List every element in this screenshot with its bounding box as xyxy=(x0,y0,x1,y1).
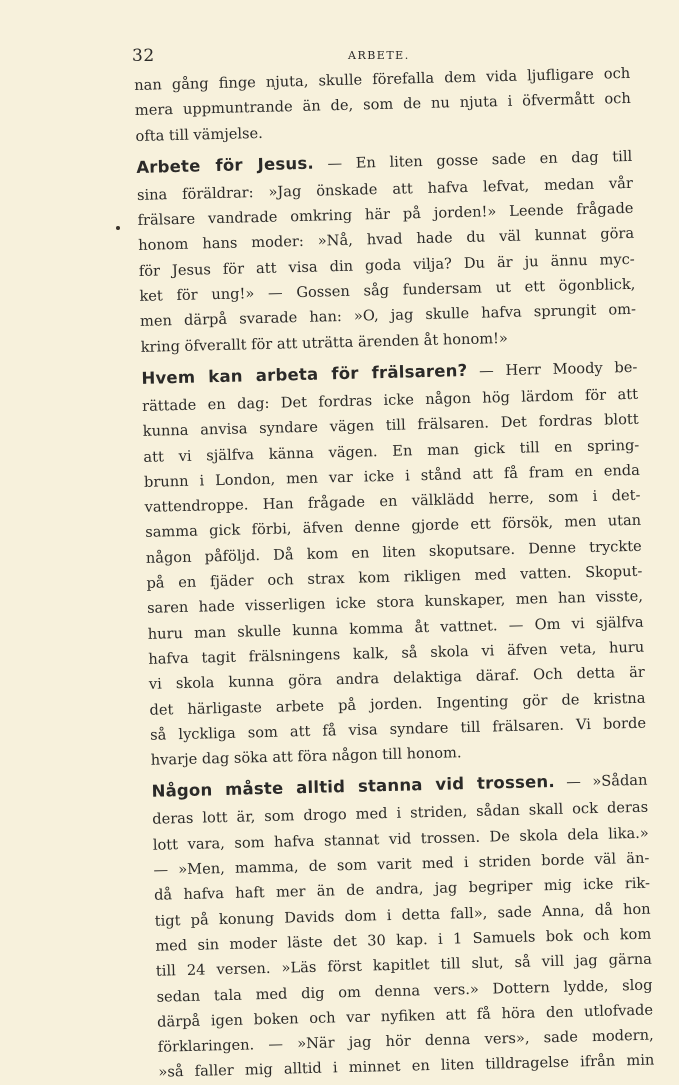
text-line: kring öfverallt för att uträtta ärenden åt honom!» xyxy=(140,329,509,356)
text-line: därpå igen boken och var nyfiken att få höra den utlofvade xyxy=(156,1001,654,1031)
text-line: hafva tagit frälsningens kalk, så skola vi äfven veta, huru xyxy=(148,638,645,668)
text-line: rättade en dag: Det fordras icke någon hög lärdom för att xyxy=(141,385,639,415)
section-heading-line: Arbete för Jesus. — En liten gosse sade en dag till xyxy=(136,147,633,177)
section-heading-line: Någon måste alltid stanna vid trossen. — »Sådan xyxy=(151,772,648,802)
section-heading: Någon måste alltid stanna vid trossen. xyxy=(151,772,556,802)
text-line: på en fjäder och strax kom rikligen med vatten. Skoput- xyxy=(146,562,643,592)
text-line: då hafva haft mer än de andra, jag begriper mig icke rik- xyxy=(153,874,651,905)
text-line: tigt på konung Davids dom i detta fall», sade Anna, då hon xyxy=(154,900,651,930)
text-line: sedan tala med dig om denna vers.» Dottern lydde, slog xyxy=(156,976,653,1006)
margin-mark xyxy=(116,226,120,230)
text-line: vattendroppe. Han frågade en välklädd herre, som i det- xyxy=(144,486,641,517)
text-line: för Jesus för att visa din goda vilja? Du är ju ännu myc- xyxy=(138,250,635,280)
text-line: saren hade visserligen icke stora kunskaper, men han visste, xyxy=(146,588,644,618)
text-line: ket för ung!» — Gossen såg fundersam ut ett ögonblick, xyxy=(139,275,636,306)
text-line: frälsare vandrade omkring här på jorden!» Leende frågade xyxy=(137,200,634,230)
text-line: — »Men, mamma, de som varit med i striden borde väl än- xyxy=(153,849,650,879)
text-line: honom hans moder: »Nå, hvad hade du väl kunnat göra xyxy=(138,225,635,255)
text-line: kunna anvisa syndare vägen till frälsaren. Det fordras blott xyxy=(142,411,639,441)
text-line: deras lott är, som drogo med i striden, sådan skall ock deras xyxy=(152,799,649,829)
text-line: samma gick förbi, äfven denne gjorde ett försök, men utan xyxy=(145,512,642,542)
text-line: mera uppmuntrande än de, som de nu njuta i öfvermått och xyxy=(134,90,631,120)
text-line: sina föräldrar: »Jag önskade att hafva lefvat, medan vår xyxy=(136,174,634,204)
text-line: till 24 versen. »Läs först kapitlet till slut, så vill jag gärna xyxy=(155,950,653,980)
text-line: men därpå svarade han: »O, jag skulle hafva sprungit om- xyxy=(139,301,637,331)
text-line: att vi själfva känna vägen. En man gick till en spring- xyxy=(143,436,640,466)
running-title: ARBETE. xyxy=(348,49,410,62)
text-line: lott vara, som hafva stannat vid trossen. De skola dela lika.» xyxy=(152,824,649,854)
body-text xyxy=(134,61,655,1085)
text-line: det härligaste arbete på jorden. Ingenting gör de kristna xyxy=(149,689,646,719)
text-line: någon påföljd. Då kom en liten skoputsare. Denne tryckte xyxy=(145,537,642,567)
text-line: ofta till vämjelse. xyxy=(135,124,263,145)
text-line: nan gång finge njuta, skulle förefalla dem vida ljufligare och xyxy=(134,64,631,94)
text-line: så lyckliga som att få visa syndare till frälsaren. Vi borde xyxy=(149,714,647,744)
text-line: hvarje dag söka att föra någon till honom. xyxy=(150,744,462,769)
text-line: brunn i London, men var icke i stånd att få fram en enda xyxy=(143,461,641,491)
page-number: 32 xyxy=(132,46,155,66)
text-line: »så faller mig alltid i minnet en liten tilldragelse ifrån min xyxy=(158,1051,655,1082)
text-line: med sin moder läste det 30 kap. i 1 Samuels bok och kom xyxy=(155,925,652,955)
text-line: vi skola kunna göra andra delaktiga däraf. Och detta är xyxy=(148,663,646,694)
text-line: huru man skulle kunna komma åt vattnet. — Om vi själfva xyxy=(147,613,644,643)
section-heading-line: Hvem kan arbeta för frälsaren? — Herr Moody be- xyxy=(141,358,638,388)
section-heading: Hvem kan arbeta för frälsaren? xyxy=(141,360,468,388)
text-line: förklaringen. — »När jag hör denna vers», sade modern, xyxy=(157,1026,654,1056)
section-heading: Arbete för Jesus. xyxy=(136,153,315,177)
